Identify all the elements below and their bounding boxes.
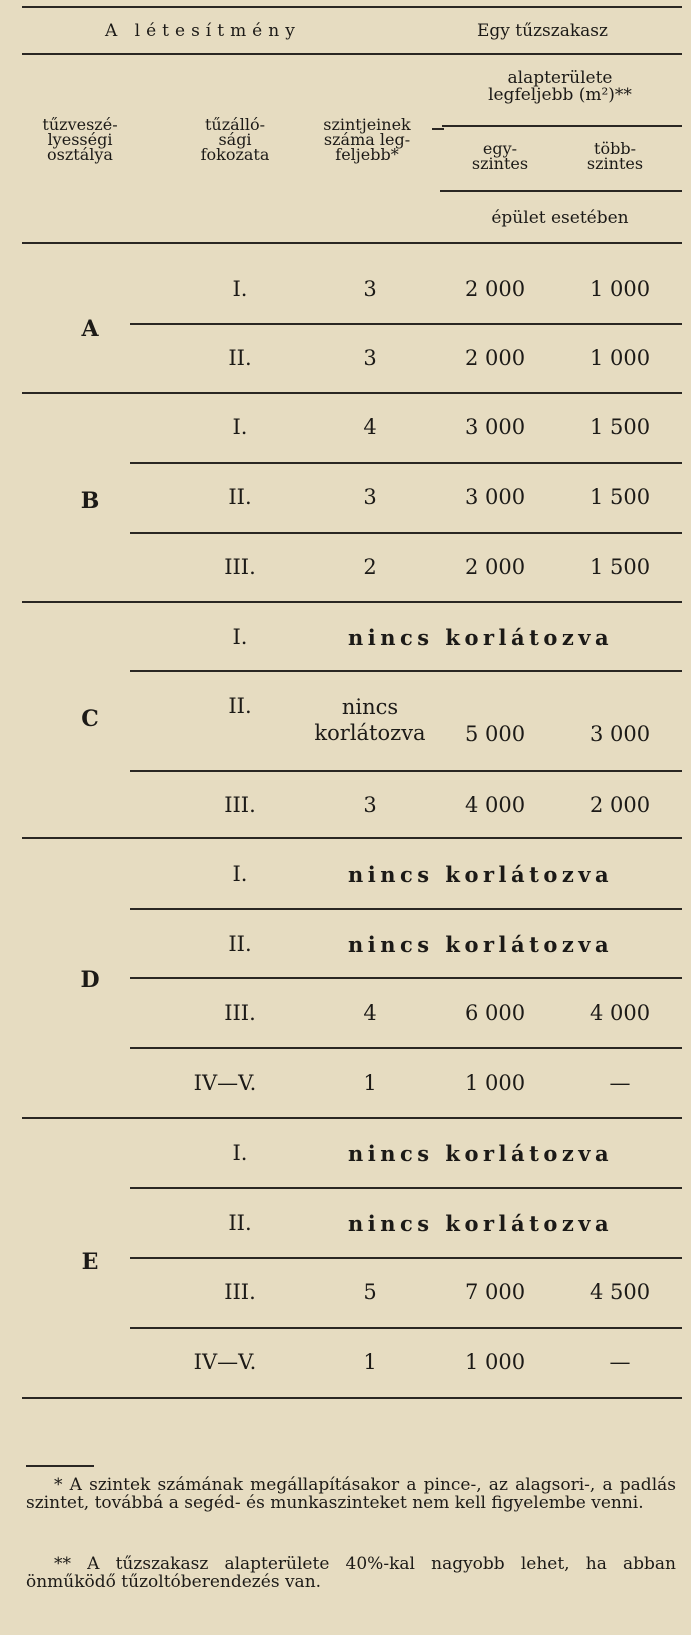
row-rule: [130, 1187, 682, 1189]
row-tobb: 4 500: [589, 1280, 651, 1304]
row-szint: 5: [363, 1280, 377, 1304]
class-letter-e: E: [81, 1249, 99, 1275]
row-unlimited: nincs korlátozva: [348, 625, 614, 650]
row-egy: 2 000: [464, 555, 526, 579]
row-rule: [130, 462, 682, 464]
row-tobb: 1 500: [589, 485, 651, 509]
row-fok: IV—V.: [193, 1071, 257, 1095]
row-szint: 2: [363, 555, 377, 579]
header-rule-alap: [442, 125, 682, 127]
row-szint: 1: [363, 1350, 377, 1374]
row-fok: II.: [228, 694, 252, 718]
row-tobb: 1 500: [589, 415, 651, 439]
header-rule-alap-tick: [432, 128, 444, 130]
row-fok: I.: [232, 277, 248, 301]
row-fok: III.: [224, 1001, 256, 1025]
header-col-class-line2: lyességi: [47, 130, 113, 149]
header-alapterulet-line1: alapterülete: [507, 68, 613, 88]
row-fok: IV—V.: [193, 1350, 257, 1374]
header-col-szint-line3: feljebb*: [335, 145, 399, 164]
header-letesitmeny: A létesítmény: [105, 21, 301, 41]
header-alapterulet-line2: legfeljebb (m²)**: [488, 85, 632, 105]
row-egy: 4 000: [464, 793, 526, 817]
row-szint: 3: [363, 793, 377, 817]
group-rule-c: [22, 837, 682, 839]
row-tobb: —: [609, 1350, 631, 1374]
class-letter-d: D: [80, 967, 100, 993]
header-col-class: [18, 117, 142, 162]
row-egy: 1 000: [464, 1350, 526, 1374]
row-rule: [130, 770, 682, 772]
row-rule: [130, 532, 682, 534]
header-col-egy-line2: szintes: [471, 154, 529, 173]
group-rule-b: [22, 601, 682, 603]
class-letter-b: B: [80, 488, 100, 514]
group-rule-a: [22, 392, 682, 394]
footnote-rule: [26, 1465, 94, 1467]
group-rule-e: [22, 1397, 682, 1399]
row-szint: 4: [363, 415, 377, 439]
footnote-1: * A szintek számának megállapításakor a pince-, az alagsori-, a padlás szintet, továbbá a segéd- és munkaszinteket nem kell figyelembe venni.: [26, 1475, 676, 1513]
header-col-tobb-line1: több-: [594, 139, 636, 158]
row-szint: 3: [363, 277, 377, 301]
header-col-tobb: [555, 141, 675, 171]
header-col-class-line3: osztálya: [47, 145, 113, 164]
header-col-fok-line3: fokozata: [200, 145, 270, 164]
row-fok: II.: [228, 932, 252, 956]
row-szint: 4: [363, 1001, 377, 1025]
row-tobb: —: [609, 1071, 631, 1095]
row-unlimited: nincs korlátozva: [348, 932, 614, 957]
header-col-egy-line1: egy-: [482, 139, 518, 158]
header-alapterulet: [445, 70, 675, 104]
row-fok: III.: [224, 555, 256, 579]
row-rule: [130, 908, 682, 910]
header-col-fok-line2: sági: [218, 130, 252, 149]
row-rule: [130, 1327, 682, 1329]
header-rule-1: [22, 53, 682, 55]
row-fok: I.: [232, 625, 248, 649]
header-col-egy: [440, 141, 560, 171]
row-rule: [130, 323, 682, 325]
top-rule: [22, 6, 682, 8]
row-fok: II.: [228, 346, 252, 370]
row-tobb: 1 000: [589, 277, 651, 301]
row-szint: 1: [363, 1071, 377, 1095]
row-tobb: 1 500: [589, 555, 651, 579]
row-rule: [130, 1047, 682, 1049]
header-bottom-rule: [22, 242, 682, 244]
header-col-szint-line2: száma leg-: [323, 130, 411, 149]
header-col-szint-line1: szintjeinek: [323, 115, 411, 134]
row-szint: [305, 694, 435, 746]
row-fok: I.: [232, 415, 248, 439]
row-egy: 2 000: [464, 277, 526, 301]
row-egy: 7 000: [464, 1280, 526, 1304]
header-col-szint: [302, 117, 432, 162]
row-rule: [130, 977, 682, 979]
row-unlimited: nincs korlátozva: [348, 862, 614, 887]
group-rule-d: [22, 1117, 682, 1119]
header-col-fok: [175, 117, 295, 162]
footnote-2: ** A tűzszakasz alapterülete 40%-kal nagyobb lehet, ha abban önműködő tűzoltóberendezés van.: [26, 1554, 676, 1592]
class-letter-a: A: [81, 316, 99, 342]
header-col-fok-line1: tűzálló-: [205, 115, 265, 134]
row-unlimited: nincs korlátozva: [348, 1141, 614, 1166]
row-rule: [130, 1257, 682, 1259]
row-rule: [130, 670, 682, 672]
row-egy: 5 000: [464, 722, 526, 746]
row-szint: 3: [363, 346, 377, 370]
row-tobb: 4 000: [589, 1001, 651, 1025]
header-col-class-line1: tűzveszé-: [42, 115, 118, 134]
row-fok: I.: [232, 1141, 248, 1165]
row-egy: 2 000: [464, 346, 526, 370]
header-rule-epulet: [440, 190, 682, 192]
row-egy: 6 000: [464, 1001, 526, 1025]
header-tuzszakasz: Egy tűzszakasz: [477, 21, 608, 41]
row-tobb: 1 000: [589, 346, 651, 370]
row-egy: 1 000: [464, 1071, 526, 1095]
row-fok: I.: [232, 862, 248, 886]
row-szint: 3: [363, 485, 377, 509]
class-letter-c: C: [81, 706, 99, 732]
row-fok: II.: [228, 485, 252, 509]
row-szint-line2: korlátozva: [314, 721, 426, 745]
row-fok: II.: [228, 1211, 252, 1235]
row-egy: 3 000: [464, 485, 526, 509]
row-fok: III.: [224, 1280, 256, 1304]
row-fok: III.: [224, 793, 256, 817]
row-tobb: 2 000: [589, 793, 651, 817]
header-epulet: épület esetében: [491, 208, 629, 228]
row-egy: 3 000: [464, 415, 526, 439]
row-szint-line1: nincs: [341, 695, 399, 719]
row-unlimited: nincs korlátozva: [348, 1211, 614, 1236]
row-tobb: 3 000: [589, 722, 651, 746]
header-col-tobb-line2: szintes: [586, 154, 644, 173]
